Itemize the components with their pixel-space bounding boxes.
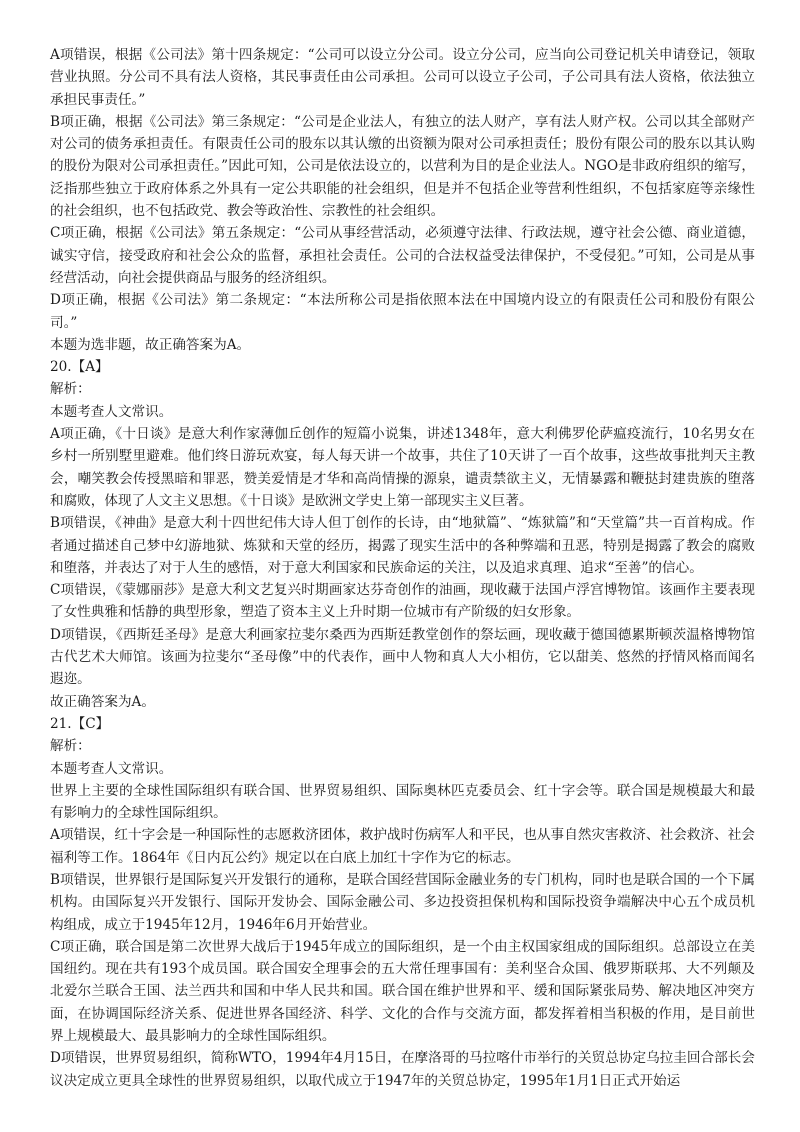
question-20-heading: 20.【A】 [50, 359, 109, 376]
question-21-heading: 21.【C】 [50, 715, 110, 732]
answer-19: 本题为选非题，故正确答案为A。 [50, 336, 251, 353]
paragraph-decameron-a: A项正确，《十日谈》是意大利作家薄伽丘创作的短篇小说集，讲述1348年，意大利佛罗伦萨瘟疫流行，10名男女在乡村一所别墅里避难。他们终日游玩欢宴，每人每天讲一个故事，共住了10天讲了一百个故事，这些故事批判天主教会，嘲笑教会传授黑暗和罪恶，赞美爱情是才华和高尚情操的源泉，谴责禁欲主义，无情暴露和鞭挞封建贵族的堕落和腐败，体现了人文主义思想。《十日谈》是欧洲文学史上第一部现实主义巨著。 [50, 426, 755, 509]
paragraph-world-bank-b: B项错误，世界银行是国际复兴开发银行的通称，是联合国经营国际金融业务的专门机构，同时也是联合国的一个下属机构。由国际复兴开发银行、国际开发协会、国际金融公司、多边投资担保机构和国际投资争端解决中心五个成员机构组成，成立于1945年12月，1946年6月开始营业。 [50, 871, 755, 933]
paragraph-divine-comedy-b: B项错误，《神曲》是意大利十四世纪伟大诗人但丁创作的长诗，由“地狱篇”、“炼狱篇”和“天堂篇”共一百首构成。作者通过描述自己梦中幻游地狱、炼狱和天堂的经历，揭露了现实生活中的各种弊端和丑恶，特别是揭露了教会的腐败和堕落，并表达了对于人生的感悟，对于意大利国家和民族命运的关注，以及追求真理、追求“至善”的信心。 [50, 515, 755, 576]
paragraph-company-law-d: D项正确，根据《公司法》第二条规定：“本法所称公司是指依照本法在中国境内设立的有限责任公司和股份有限公司。” [50, 292, 755, 331]
paragraph-sistine-madonna-d: D项错误，《西斯廷圣母》是意大利画家拉斐尔桑西为西斯廷教堂创作的祭坛画，现收藏于德国德累斯顿茨温格博物馆古代艺术大师馆。该画为拉斐尔“圣母像”中的代表作，画中人物和真人大小相仿，它以甜美、悠然的抒情风格而闻名遐迩。 [50, 626, 755, 688]
paragraph-wto-d: D项错误，世界贸易组织，简称WTO，1994年4月15日，在摩洛哥的马拉喀什市举行的关贸总协定乌拉圭回合部长会议决定成立更具全球性的世界贸易组织，以取代成立于1947年的关贸总协定，1995年1月1日正式开始运 [50, 1050, 755, 1089]
paragraph-company-law-c: C项正确，根据《公司法》第五条规定：“公司从事经营活动，必须遵守法律、行政法规，遵守社会公德、商业道德，诚实守信，接受政府和社会公众的监督，承担社会责任。公司的合法权益受法律保护，不受侵犯。”可知，公司是从事经营活动，向社会提供商品与服务的经济组织。 [50, 225, 755, 286]
paragraph-company-law-b: B项正确，根据《公司法》第三条规定：“公司是企业法人，有独立的法人财产，享有法人财产权。公司以其全部财产对公司的债务承担责任。有限责任公司的股东以其认缴的出资额为限对公司承担责任；股份有限公司的股东以其认购的股份为限对公司承担责任。”因此可知，公司是依法设立的，以营利为目的是企业法人。NGO是非政府组织的缩写，泛指那些独立于政府体系之外具有一定公共职能的社会组织，但是并不包括企业等营利性组织，不包括家庭等亲缘性的社会组织，也不包括政党、教会等政治性、宗教性的社会组织。 [50, 113, 755, 220]
paragraph-mona-lisa-c: C项错误，《蒙娜丽莎》是意大利文艺复兴时期画家达芬奇创作的油画，现收藏于法国卢浮宫博物馆。该画作主要表现了女性典雅和恬静的典型形象，塑造了资本主义上升时期一位城市有产阶级的妇女形象。 [50, 582, 755, 621]
paragraph-company-law-a: A项错误，根据《公司法》第十四条规定：“公司可以设立分公司。设立分公司，应当向公司登记机关申请登记，领取营业执照。分公司不具有法人资格，其民事责任由公司承担。公司可以设立子公司，子公司具有法人资格，依法独立承担民事责任。” [50, 47, 755, 108]
analysis-label-20: 解析： [50, 381, 91, 398]
document-page [50, 44, 755, 1092]
topic-21: 本题考查人文常识。 [50, 760, 173, 777]
paragraph-united-nations-c: C项正确，联合国是第二次世界大战后于1945年成立的国际组织，是一个由主权国家组成的国际组织。总部设立在美国纽约。现在共有193个成员国。联合国安全理事会的五大常任理事国有：美利坚合众国、俄罗斯联邦、大不列颠及北爱尔兰联合王国、法兰西共和国和中华人民共和国。联合国在维护世界和平、缓和国际紧张局势、解决地区冲突方面，在协调国际经济关系、促进世界各国经济、科学、文化的合作与交流方面，都发挥着相当积极的作用，是目前世界上规模最大、最具影响力的全球性国际组织。 [50, 938, 755, 1045]
topic-20: 本题考查人文常识。 [50, 403, 173, 420]
answer-20: 故正确答案为A。 [50, 693, 155, 710]
analysis-label-21: 解析： [50, 738, 91, 755]
paragraph-red-cross-a: A项错误，红十字会是一种国际性的志愿救济团体，救护战时伤病军人和平民，也从事自然灾害救济、社会救济、社会福利等工作。1864年《日内瓦公约》规定以在白底上加红十字作为它的标志。 [50, 827, 755, 866]
paragraph-intl-orgs-intro: 世界上主要的全球性国际组织有联合国、世界贸易组织、国际奥林匹克委员会、红十字会等。联合国是规模最大和最有影响力的全球性国际组织。 [50, 782, 755, 822]
